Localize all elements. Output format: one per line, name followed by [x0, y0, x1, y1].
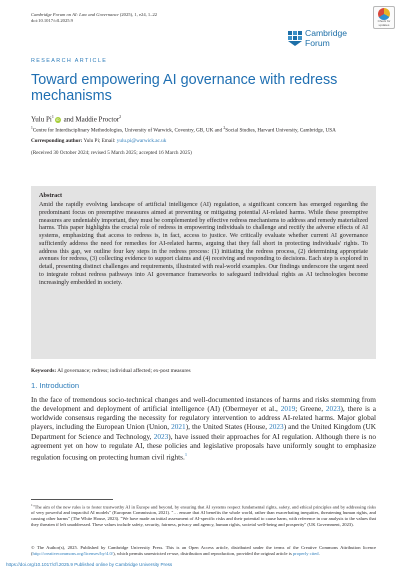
received-dates: (Received 30 October 2024; revised 5 March 2025; accepted 16 March 2025): [31, 150, 192, 156]
publisher-logo-line1: Cambridge: [305, 28, 348, 38]
footnote-mark: 1: [31, 503, 33, 507]
cambridge-shield-icon: [287, 30, 303, 46]
abstract-box: [31, 186, 376, 359]
journal-volume: (2025), 1, e24, 1–22: [118, 12, 158, 17]
section-heading-introduction: 1. Introduction: [31, 381, 80, 390]
corresponding-author: [31, 138, 376, 144]
license-link[interactable]: http://creativecommons.org/licenses/by/4.0/: [32, 550, 114, 556]
citation-link[interactable]: 2023: [269, 422, 284, 432]
check-for-updates-badge[interactable]: [373, 6, 395, 29]
intro-text-4: ), the United States (House,: [185, 422, 270, 432]
keywords-text: AI governance; redress; individual affected; ex-post measures: [56, 368, 191, 374]
footnote: [31, 503, 376, 528]
intro-text-6: ), have issued their approaches for AI regulation. Although there is no agreement yet on how to regulate AI, these policies and legislative proposals have uniformly sought to emphasize regulation focusing on protecting human civil rights.: [31, 431, 376, 462]
article-title: Toward empowering AI governance with redress mechanisms: [31, 72, 338, 104]
affil-mark-1: 1: [31, 126, 33, 130]
article-type: RESEARCH ARTICLE: [31, 58, 108, 64]
journal-name: [31, 12, 157, 18]
corresponding-author-label: Corresponding author:: [31, 138, 83, 144]
keywords: [31, 368, 376, 375]
intro-text-5: ) and the United Kingdom (UK Department for Science and Technology,: [31, 422, 376, 441]
author-list: [31, 113, 121, 123]
intro-text-1: In the face of tremendous socio-technical changes and well-documented instances of harms and risks stemming from the development and deployment of artificial intelligence (AI) (Obermeyer et al.,: [31, 395, 376, 414]
corresponding-author-text: Yulu Pi; Email:: [82, 138, 117, 144]
journal-title: Cambridge Forum on AI: Law and Governance: [31, 12, 119, 17]
copyright-notice: [31, 545, 376, 556]
citation-link[interactable]: 2019: [280, 404, 296, 414]
citation-link[interactable]: 2023: [153, 431, 169, 441]
publisher-logo[interactable]: [287, 29, 367, 49]
author-name-2[interactable]: and Maddie Proctor: [61, 115, 120, 124]
affiliation-2: Social Studies, Harvard University, Cambridge, USA: [225, 127, 336, 134]
affil-mark-2: 2: [223, 126, 226, 130]
citation-link[interactable]: 2021: [171, 422, 186, 432]
author-name-1[interactable]: Yulu Pi: [31, 115, 52, 124]
affiliation-1: Centre for Interdisciplinary Methodologies, University of Warwick, Coventry, GB, UK and: [32, 127, 224, 134]
introduction-paragraph: [31, 395, 376, 462]
keywords-label: Keywords:: [31, 368, 57, 374]
author-affil-mark-1: 1: [51, 114, 54, 119]
footnote-text: "The aim of the new rules is to foster trustworthy AI in Europe and beyond, by ensuring that AI systems respect fundamental rights, safety, and ethical principles and by addressing risks of very powerful and impactful AI models" (European Commission, 2021). "… ensure that AI benefits the whole world, rather than exacerbating inequities, threatening human rights, and causing other harms" (The White House, 2023). "We have made an initial assessment of AI-specific risks and their potential to cause harm, with reference in our analysis to the values that they threaten if left unaddressed. These values include safety, security, fairness, privacy and agency, human rights, societal well-being and prosperity" (UK Government, 2023).: [31, 504, 376, 528]
citation-link[interactable]: 2023: [325, 404, 341, 414]
publisher-logo-line2: Forum: [305, 37, 330, 48]
copyright-text-2: ), which permits unrestricted re-use, distribution and reproduction, provided the original article is: [113, 550, 293, 556]
header-doi[interactable]: doi:10.1017/cfl.2025.9: [31, 18, 73, 23]
intro-text-3: ), there is a worldwide consensus regarding the necessity for regulatory intervention to address AI-related harms. Major global players, including the European Union (Union,: [31, 404, 376, 432]
abstract-heading: Abstract: [39, 192, 63, 199]
check-for-updates-label: Check for updates: [377, 19, 391, 27]
author-affil-mark-2: 2: [119, 114, 122, 119]
footnote-divider: [31, 499, 113, 500]
intro-text-2: ; Greene,: [295, 404, 326, 414]
affiliations: [31, 125, 376, 134]
copyright-text-3: .: [318, 550, 320, 556]
footnote-ref[interactable]: 1: [184, 451, 188, 457]
orcid-icon[interactable]: iD: [56, 117, 60, 122]
copyright-text-1: © The Author(s), 2025. Published by Cambridge University Press. This is an Open Access article, distributed under the terms of the Creative Commons Attribution licence (: [31, 545, 376, 556]
publisher-logo-text: [305, 29, 347, 48]
corresponding-author-email[interactable]: yulu.pi@warwick.ac.uk: [116, 138, 167, 144]
page-footer-doi[interactable]: https://doi.org/10.1017/cfl.2025.9 Published online by Cambridge University Press: [6, 562, 173, 567]
cite-link[interactable]: properly cited: [292, 550, 319, 556]
abstract-text: Amid the rapidly evolving landscape of artificial intelligence (AI) regulation, a significant concern has emerged regarding the predominant focus on preemptive measures aimed at preventing or mitigating potential AI-related harms. While these preemptive measures are undeniably important, they must be complemented by effective redress mechanisms to address and remedy materialized harms. This paper highlights the crucial role of redress in empowering individuals to challenge and rectify the adverse effects of AI systems, emphasizing that access to redress is, in fact, access to justice. We critically evaluate whether current AI governance sufficiently address the need for remedies for AI-related harms, arguing that they fall short in protecting individuals' rights. To address this gap, we outline four key steps in the redress process: (1) initiating the redress process, (2) determining appropriate avenues for redress, (3) collecting evidence to support claims and (4) receiving and responding to decisions. Each step is explored in detail, presenting distinct challenges and requirements, illustrated with real-world examples. Our findings underscore the urgent need to integrate robust redress pathways into AI governance frameworks to safeguard individual rights as AI technologies become increasingly embedded in society.: [39, 202, 368, 286]
